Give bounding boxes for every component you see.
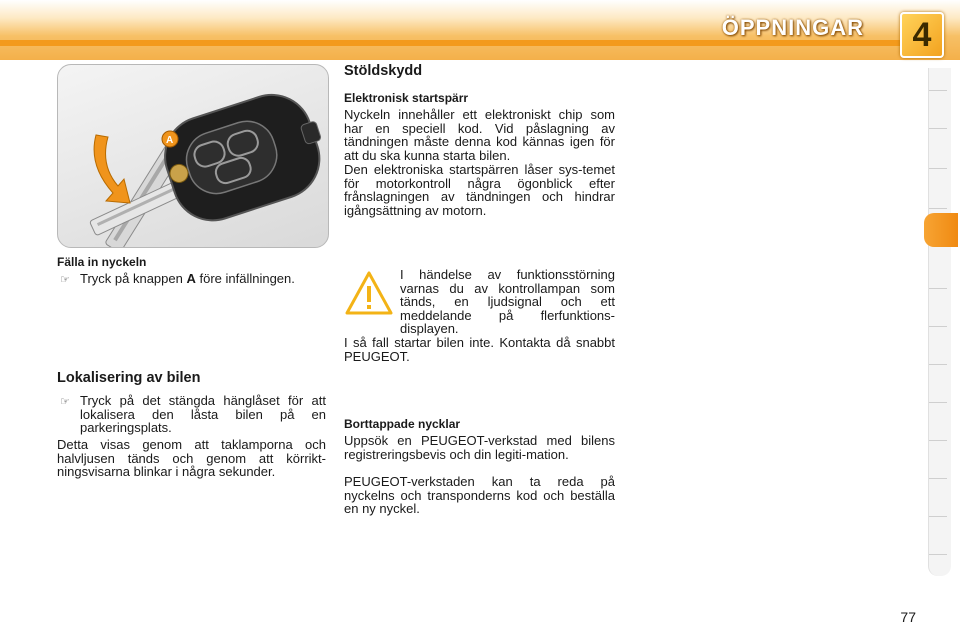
immobilizer-paragraph-1: Nyckeln innehåller ett elektroniskt chip som har en speciell kod. Vid påslagning av tändningen måste denna kod kännas igen för att du ska kunna starta bilen. [344,107,615,163]
page-number: 77 [900,609,916,625]
locate-car-paragraph: Detta visas genom att taklamporna och halvljusen tänds och genom att körrikt-ningsvisarna blinkar i några sekunder. [57,437,326,479]
theft-protection-heading: Stöldskydd [344,63,423,79]
bullet-icon: ☞ [60,396,70,408]
tab-divider [929,90,947,91]
tab-divider [929,440,947,441]
tab-divider [929,554,947,555]
key-label-a: A [166,135,174,146]
folding-key-icon [58,65,328,247]
bullet-bold: A [186,271,196,286]
warning-paragraph: I händelse av funktionsstörning varnas du av kontrollampan som tänds, en ljudsignal och ett meddelande på flerfunktions-displayen. [400,267,615,336]
fold-key-heading: Fälla in nyckeln [57,255,147,269]
locate-car-heading: Lokalisering av bilen [57,370,201,386]
tab-divider [929,208,947,209]
fold-key-bullet [80,272,330,286]
tab-divider [929,516,947,517]
chapter-number: 4 [912,15,932,54]
key-illustration [57,64,329,248]
immobilizer-heading: Elektronisk startspärr [344,91,469,105]
chapter-tab-strip [928,68,951,576]
tab-divider [929,128,947,129]
tab-divider [929,326,947,327]
tab-divider [929,478,947,479]
immobilizer-paragraph-2: Den elektroniska startspärren låser sys-temet för motorkontroll några ögonblick efter frånslagningen av tändningen och hindrar igångsättning av motorn. [344,162,615,218]
bullet-icon: ☞ [60,274,70,286]
warning-icon [344,270,394,316]
chapter-badge [900,12,944,58]
header-band [0,0,960,60]
bullet-text: före infällningen. [195,271,295,286]
tab-divider [929,288,947,289]
chapter-tab-active[interactable] [924,213,958,247]
bullet-text: Tryck på knappen [80,271,187,286]
locate-car-bullet: Tryck på det stängda hänglåset för att lokalisera den låsta bilen på en parkeringsplats. [80,393,326,435]
warning-followup: I så fall startar bilen inte. Kontakta då snabbt PEUGEOT. [344,335,615,364]
lost-keys-paragraph-1: Uppsök en PEUGEOT-verkstad med bilens registreringsbevis och din legiti-mation. [344,433,615,462]
lost-keys-paragraph-2: PEUGEOT-verkstaden kan ta reda på nyckelns och transponderns kod och beställa en ny nyckel. [344,474,615,516]
tab-divider [929,168,947,169]
page-title: ÖPPNINGAR [721,15,864,40]
tab-divider [929,364,947,365]
lost-keys-heading: Borttappade nycklar [344,417,461,431]
tab-divider [929,402,947,403]
